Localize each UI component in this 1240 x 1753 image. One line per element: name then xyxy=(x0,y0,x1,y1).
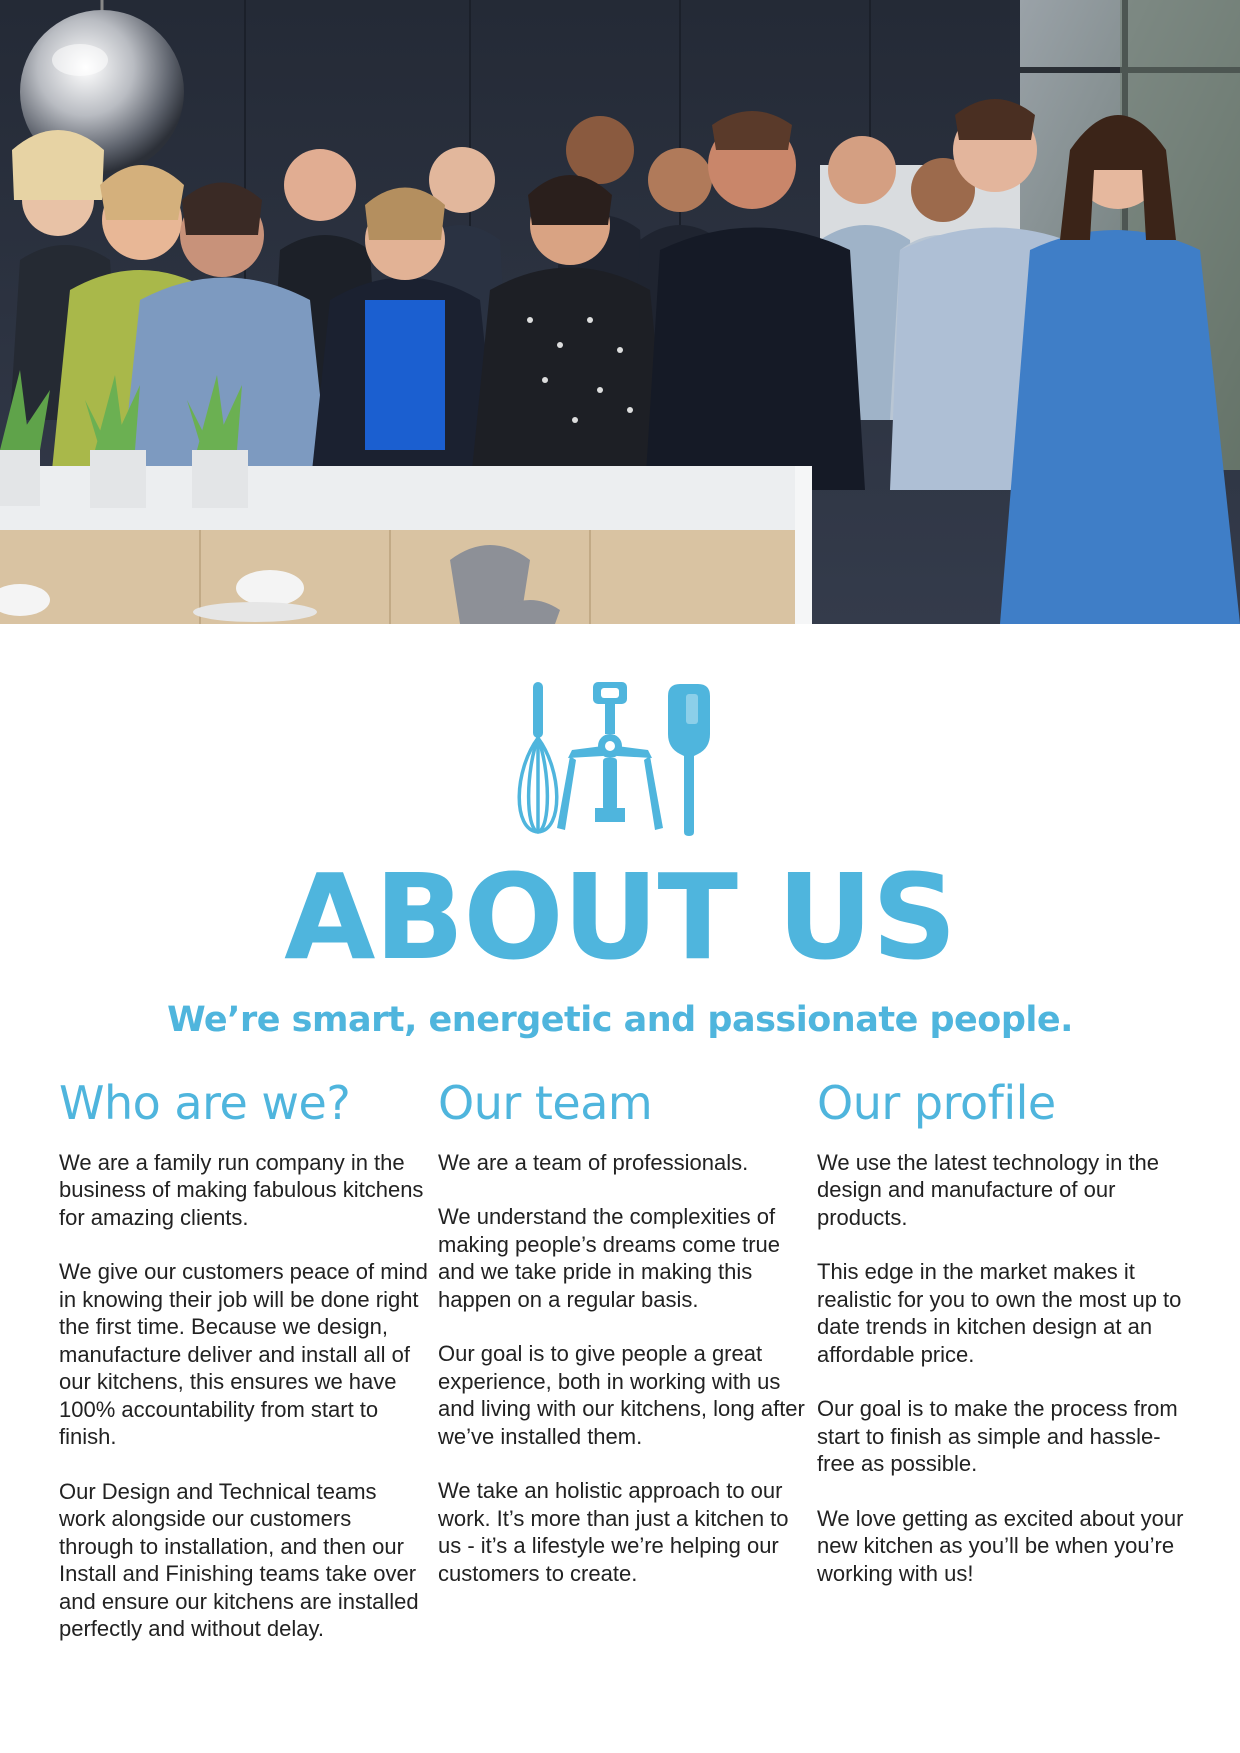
column-paragraph: We give our customers peace of mind in knowing their job will be done right the first time. Because we design, manufacture deliver and install all of our kitchens, this ensures we have 100% accountability from start to finish. xyxy=(59,1259,428,1450)
column-paragraph: We take an holistic approach to our work. It’s more than just a kitchen to us - it’s a lifestyle we’re helping our customers to create. xyxy=(438,1478,789,1586)
whisk-icon xyxy=(519,682,557,832)
column-paragraph: We love getting as excited about your new kitchen as you’ll be when you’re working with us! xyxy=(817,1505,1184,1586)
column-paragraph: We are a team of professionals. xyxy=(438,1149,749,1175)
column-heading: Our profile xyxy=(817,1076,1056,1130)
column-paragraph: We understand the complexities of making people’s dreams come true and we take pride in making this happen on a regular basis. xyxy=(438,1204,780,1312)
column-our-team xyxy=(438,1078,808,1614)
column-paragraph: This edge in the market makes it realistic for you to own the most up to date trends in kitchen design at an affordable price. xyxy=(817,1259,1182,1367)
utensil-icons-svg xyxy=(510,680,710,840)
column-who-are-we xyxy=(59,1078,429,1670)
column-paragraph: We are a family run company in the business of making fabulous kitchens for amazing clients. xyxy=(59,1149,424,1230)
page-title: ABOUT US xyxy=(284,848,956,986)
spatula-icon xyxy=(668,684,710,836)
tagline: We’re smart, energetic and passionate people. xyxy=(167,1000,1073,1040)
column-paragraph: Our Design and Technical teams work alongside our customers through to installation, and then our Install and Finishing teams take over and ensure our kitchens are installed perfectly and without delay. xyxy=(59,1478,419,1642)
column-paragraph: Our goal is to give people a great experience, both in working with us and living with our kitchens, long after we’ve installed them. xyxy=(438,1341,805,1449)
utensil-icons xyxy=(510,680,710,840)
team-photo xyxy=(0,0,1240,624)
hero-team-photo xyxy=(0,0,1240,624)
column-paragraph: We use the latest technology in the design and manufacture of our products. xyxy=(817,1149,1160,1230)
column-heading: Who are we? xyxy=(59,1076,351,1130)
column-our-profile xyxy=(817,1078,1187,1614)
column-heading: Our team xyxy=(438,1076,653,1130)
corkscrew-icon xyxy=(557,682,663,830)
column-paragraph: Our goal is to make the process from start to finish as simple and hassle-free as possible. xyxy=(817,1396,1178,1477)
